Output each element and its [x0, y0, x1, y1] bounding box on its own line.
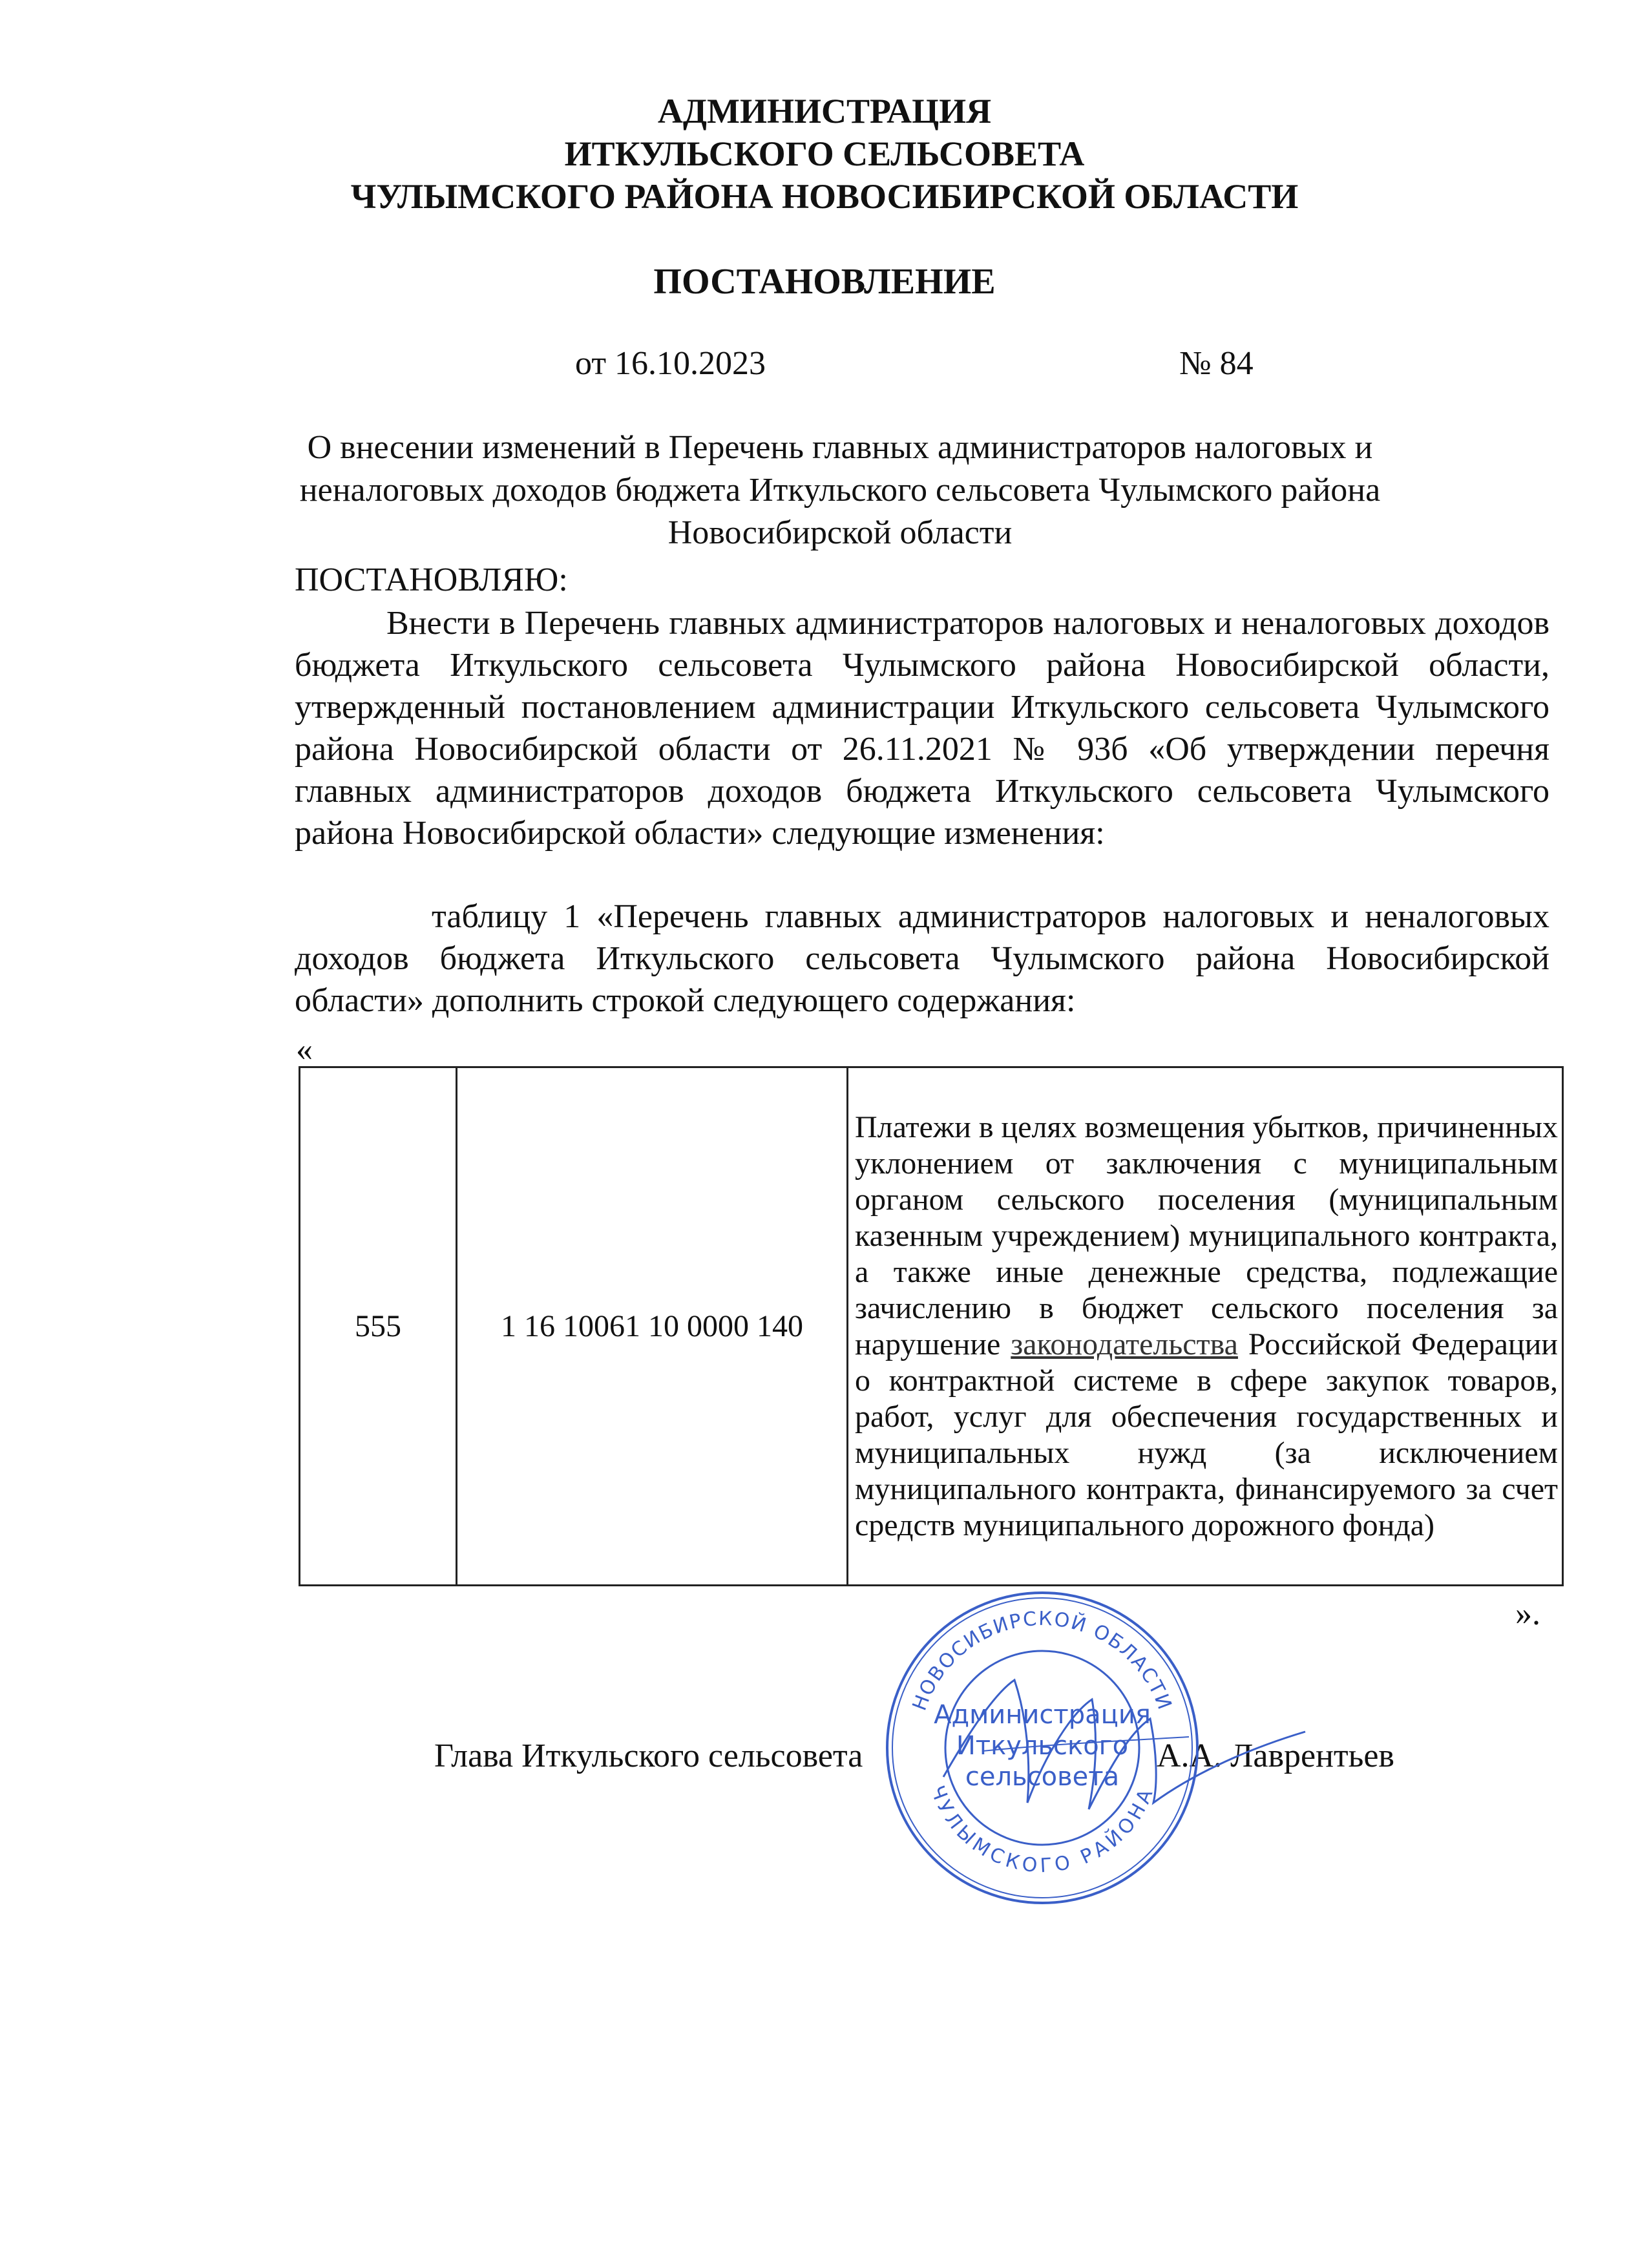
document-date: от 16.10.2023 — [575, 345, 766, 382]
signatory-name: А.А. Лаврентьев — [1157, 1738, 1394, 1774]
handwritten-signature — [918, 1654, 1318, 1848]
body-paragraph-2: таблицу 1 «Перечень главных администраторов налоговых и неналоговых доходов бюджета Иткульского сельсовета Чулымского района Новосибирской области» дополнить строкой следующего содержания: — [295, 898, 1549, 1019]
description-cell — [848, 1067, 1563, 1586]
stamp-ring-bottom: ЧУЛЫМСКОГО РАЙОНА — [925, 1782, 1159, 1878]
org-name-line-1: АДМИНИСТРАЦИЯ — [657, 92, 992, 131]
stamp-center-line-1: Администрация — [934, 1700, 1151, 1730]
legislation-link[interactable]: законодательства — [1011, 1327, 1238, 1361]
quote-close: ». — [1515, 1595, 1540, 1632]
description-text-end: Российской Федерации о контрактной системе в сфере закупок товаров, работ, услуг для обеспечения государственных и муниципальных нужд (за исключением муниципального контракта, финансируемого за счет средств муниципального дорожного фонда) — [855, 1327, 1558, 1542]
stamp-center-line-2: Иткульского — [956, 1731, 1129, 1761]
document-subject: О внесении изменений в Перечень главных администраторов налоговых и неналоговых доходов бюджета Иткульского сельсовета Чулымского района Новосибирской области — [299, 429, 1381, 551]
signatory-position: Глава Иткульского сельсовета — [434, 1738, 863, 1774]
resolve-heading: ПОСТАНОВЛЯЮ: — [295, 562, 568, 598]
admin-code-cell: 555 — [300, 1067, 457, 1586]
document-number: № 84 — [1179, 345, 1254, 382]
stamp-center-line-3: сельсовета — [965, 1762, 1120, 1792]
body-paragraph-1: Внести в Перечень главных администраторов налоговых и неналоговых доходов бюджета Иткульского сельсовета Чулымского района Новосибирской области, утвержденный постановлением администрации Иткульского сельсовета Чулымского района Новосибирской области от 26.11.2021 № 93б «Об утверждении перечня главных администраторов доходов бюджета Иткульского сельсовета Чулымского района Новосибирской области» следующие изменения: — [295, 605, 1549, 852]
org-name-line-2: ИТКУЛЬСКОГО СЕЛЬСОВЕТА — [564, 134, 1085, 173]
org-name-line-3: ЧУЛЫМСКОГО РАЙОНА НОВОСИБИРСКОЙ ОБЛАСТИ — [350, 177, 1299, 216]
stamp-ring-top: НОВОСИБИРСКОЙ ОБЛАСТИ — [908, 1607, 1177, 1714]
document-type: ПОСТАНОВЛЕНИЕ — [653, 262, 996, 302]
description-text-start: Платежи в целях возмещения убытков, причиненных уклонением от заключения с муниципальным органом сельского поселения (муниципальным казенным учреждением) муниципального контракта, а также иные денежные средства, подлежащие зачислению в бюджет сельского поселения за нарушение — [855, 1109, 1558, 1361]
kbk-code-cell: 1 16 10061 10 0000 140 — [457, 1067, 848, 1586]
quote-open: « — [296, 1031, 313, 1068]
table-row — [300, 1067, 1563, 1586]
revenue-admin-table — [299, 1066, 1564, 1586]
